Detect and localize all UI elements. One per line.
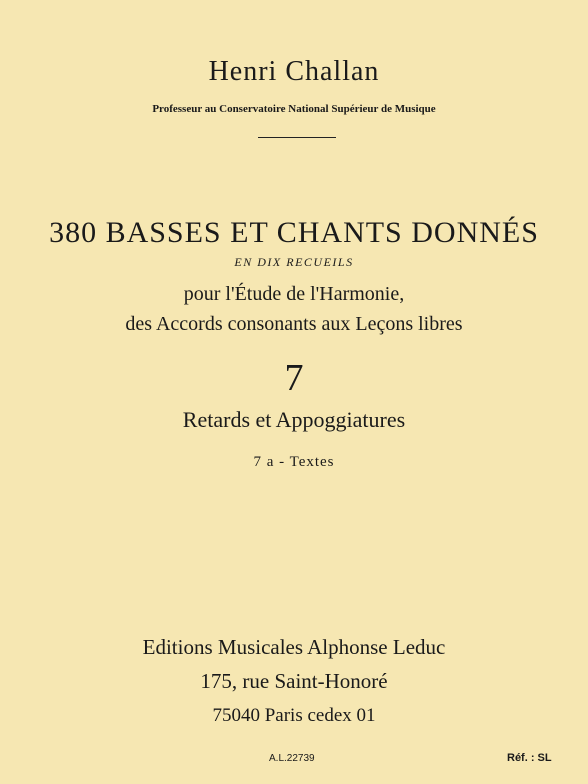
publisher-name: Editions Musicales Alphonse Leduc: [142, 635, 446, 659]
publisher-city: 75040 Paris cedex 01: [212, 705, 376, 726]
purpose-line-2: des Accords consonants aux Leçons libres: [125, 313, 463, 335]
volume-title: Retards et Appoggiatures: [182, 407, 406, 432]
author-affiliation: Professeur au Conservatoire National Supérieur de Musique: [152, 103, 436, 115]
main-title: 380 BASSES ET CHANTS DONNÉS: [49, 216, 539, 249]
divider-rule: [258, 137, 336, 138]
volume-number: 7: [284, 357, 304, 399]
volume-part: 7 a - Textes: [253, 454, 335, 470]
collection-subtitle: EN DIX RECUEILS: [234, 255, 354, 269]
purpose-line-1: pour l'Étude de l'Harmonie,: [183, 283, 405, 305]
author-name: Henri Challan: [208, 56, 380, 87]
plate-number: A.L.22739: [269, 753, 315, 764]
publisher-street: 175, rue Saint-Honoré: [200, 669, 388, 693]
reference-code: Réf. : SL: [507, 752, 552, 764]
